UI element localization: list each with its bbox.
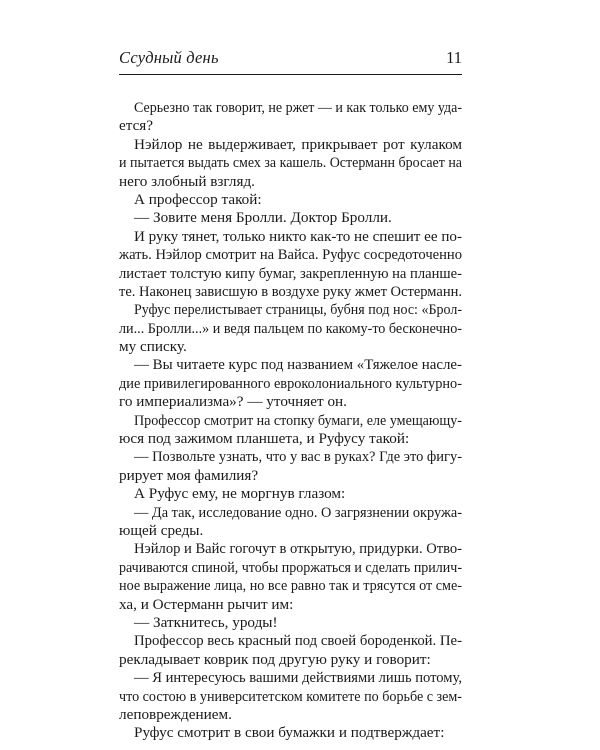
text-line: И руку тянет, только никто как-то не спешит ее по-: [134, 227, 462, 245]
text-line: го империализма»? — уточняет он.: [119, 393, 347, 411]
running-title: Ссудный день: [119, 48, 219, 67]
text-line: рекладывает коврик под другую руку и говорит:: [119, 650, 431, 668]
text-line: ли... Бролли...» и ведя пальцем по какому-то бесконечно-: [119, 319, 463, 337]
text-line: — Заткнитесь, уроды!: [134, 613, 278, 631]
page-number: 11: [446, 48, 462, 67]
text-line: жать. Нэйлор смотрит на Вайса. Руфус сосредоточенно: [119, 246, 462, 264]
text-line: Профессор весь красный под своей бороденкой. Пе-: [134, 632, 462, 650]
text-line: ется?: [119, 117, 154, 135]
body-text: [119, 99, 462, 743]
page-header: [119, 46, 462, 75]
text-line: Профессор смотрит на стопку бумаги, еле умещающу-: [134, 411, 463, 429]
text-line: Руфус смотрит в свои бумажки и подтверждает:: [134, 724, 445, 742]
text-line: Руфус перелистывает страницы, бубня под нос: «Брол-: [134, 301, 462, 319]
text-line: и пытается выдать смех за кашель. Остерманн бросает на: [119, 154, 463, 172]
text-line: рачиваются спиной, чтобы проржаться и сделать прилич-: [119, 558, 462, 576]
text-line: дие привилегированного евроколониального культурно-: [119, 374, 462, 392]
text-line: — Позвольте узнать, что у вас в руках? Где это фигу-: [134, 448, 463, 466]
text-line: Нэйлор и Вайс гогочут в открытую, придурки. Отво-: [134, 540, 463, 558]
text-line: ха, и Остерманн рычит им:: [119, 595, 294, 613]
text-line: ющей среды.: [119, 521, 204, 539]
text-line: юся под зажимом планшета, и Руфусу такой:: [119, 430, 410, 448]
text-line: — Вы читаете курс под названием «Тяжелое насле-: [134, 356, 462, 374]
text-line: рирует моя фамилия?: [119, 466, 259, 484]
text-line: му списку.: [119, 338, 187, 356]
text-line: — Зовите меня Бролли. Доктор Бролли.: [134, 209, 392, 227]
text-line: — Я интересуюсь вашими действиями лишь потому,: [134, 669, 462, 687]
text-line: ное выражение лица, но все равно так и трясутся от сме-: [119, 577, 463, 595]
text-line: Серьезно так говорит, не ржет — и как только ему уда-: [134, 99, 462, 116]
text-line: А Руфус ему, не моргнув глазом:: [134, 485, 346, 503]
text-line: А профессор такой:: [134, 190, 262, 208]
text-line: те. Наконец зависшую в воздухе руку жмет Остерманн.: [119, 282, 462, 300]
text-line: леповреждением.: [119, 705, 232, 723]
text-line: листает толстую кипу бумаг, закрепленную на планше-: [119, 264, 462, 282]
text-line: что состою в университетском комитете по борьбе с зем-: [119, 687, 463, 705]
text-line: Нэйлор не выдерживает, прикрывает рот кулаком: [134, 135, 463, 153]
text-line: — Да так, исследование одно. О загрязнении окружа-: [134, 503, 462, 521]
text-line: него злобный взгляд.: [119, 172, 255, 190]
